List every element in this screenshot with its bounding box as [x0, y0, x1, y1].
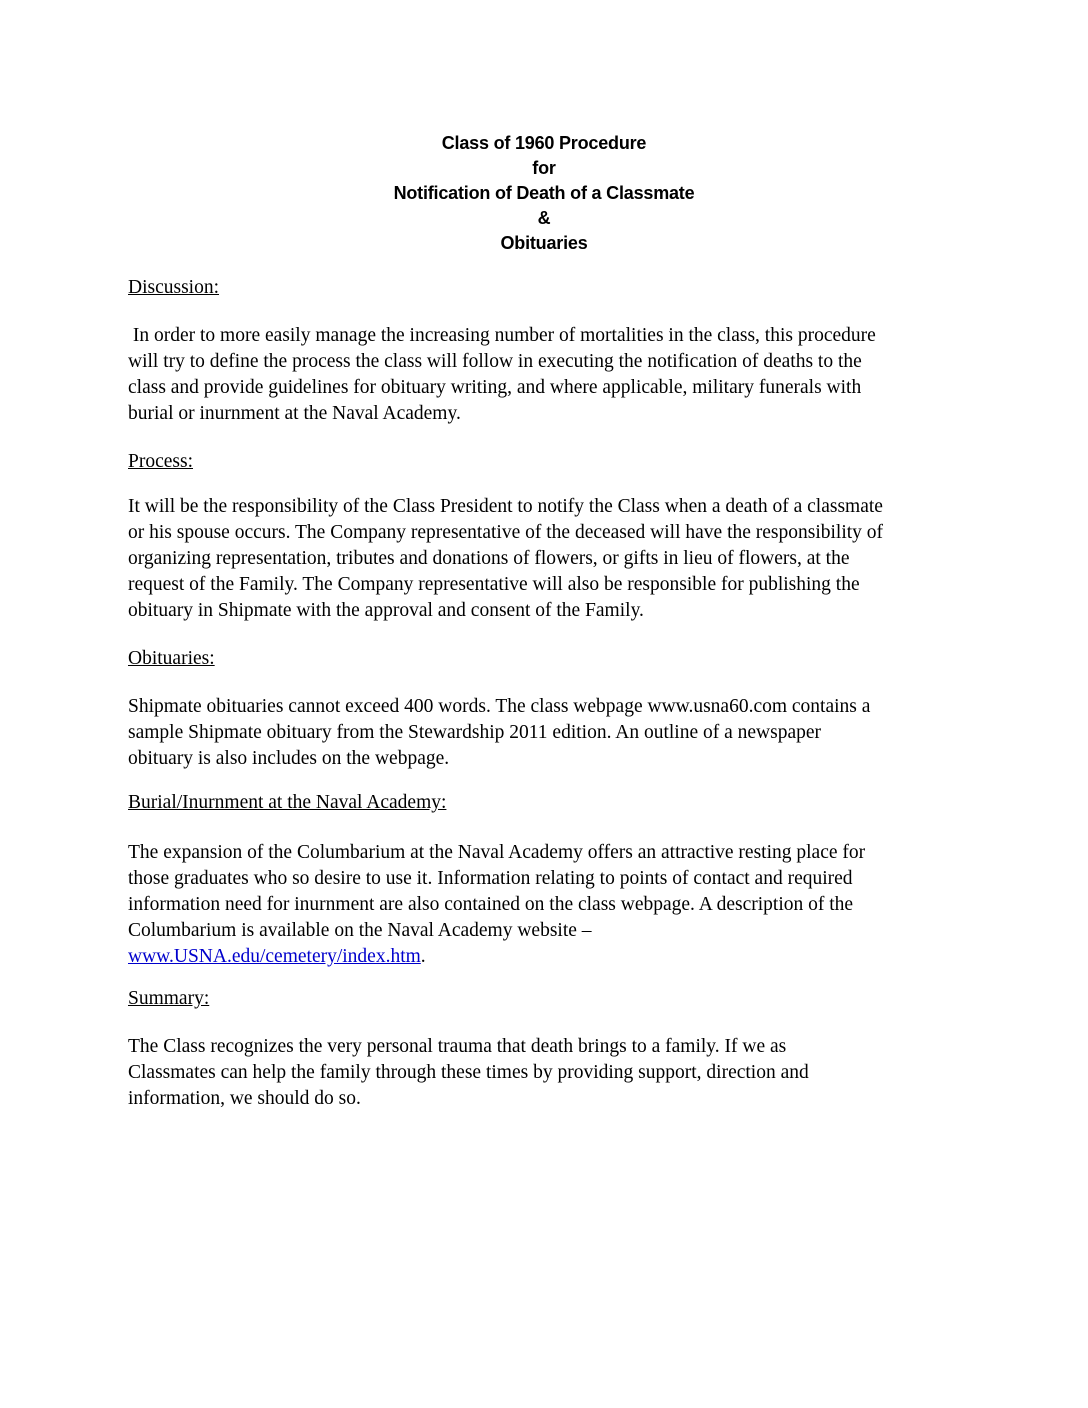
paragraph-summary: The Class recognizes the very personal trauma that death brings to a family. If we as Classmates can help the family through these times by providing support, direction and information, we should do so.: [128, 1036, 809, 1109]
cemetery-link[interactable]: www.USNA.edu/cemetery/index.htm: [128, 946, 421, 967]
section-heading-burial-inurnment: Burial/Inurnment at the Naval Academy:: [128, 792, 447, 813]
paragraph-process: It will be the responsibility of the Class President to notify the Class when a death of a classmate or his spouse occurs. The Company representative of the deceased will have the responsibility of organizing representation, tributes and donations of flowers, or gifts in lieu of flowers, at the request of the Family. The Company representative will also be responsible for publishing the obituary in Shipmate with the approval and consent of the Family.: [128, 496, 884, 621]
cemetery-link-period: .: [420, 946, 426, 967]
document-title: Class of 1960 Procedure for Notification of Death of a Classmate & Obituaries: [393, 133, 695, 253]
paragraph-obituaries: Shipmate obituaries cannot exceed 400 words. The class webpage www.usna60.com contains a sample Shipmate obituary from the Stewardship 2011 edition. An outline of a newspaper obituary is also includes on the webpage.: [128, 696, 871, 769]
paragraph-discussion: In order to more easily manage the increasing number of mortalities in the class, this procedure will try to define the process the class will follow in executing the notification of deaths to the class and provide guidelines for obituary writing, and where applicable, military funerals with burial or inurnment at the Naval Academy.: [128, 325, 876, 424]
section-heading-process: Process:: [128, 451, 193, 472]
section-heading-discussion: Discussion:: [128, 277, 220, 298]
section-heading-obituaries: Obituaries:: [128, 648, 215, 669]
cemetery-link-line: [128, 944, 426, 970]
section-heading-summary: Summary:: [128, 988, 210, 1009]
paragraph-burial-inurnment: The expansion of the Columbarium at the Naval Academy offers an attractive resting place for those graduates who so desire to use it. Information relating to points of contact and required information need for inurnment are also contained on the class webpage. A description of the Columbarium is available on the Naval Academy website –: [128, 842, 866, 941]
